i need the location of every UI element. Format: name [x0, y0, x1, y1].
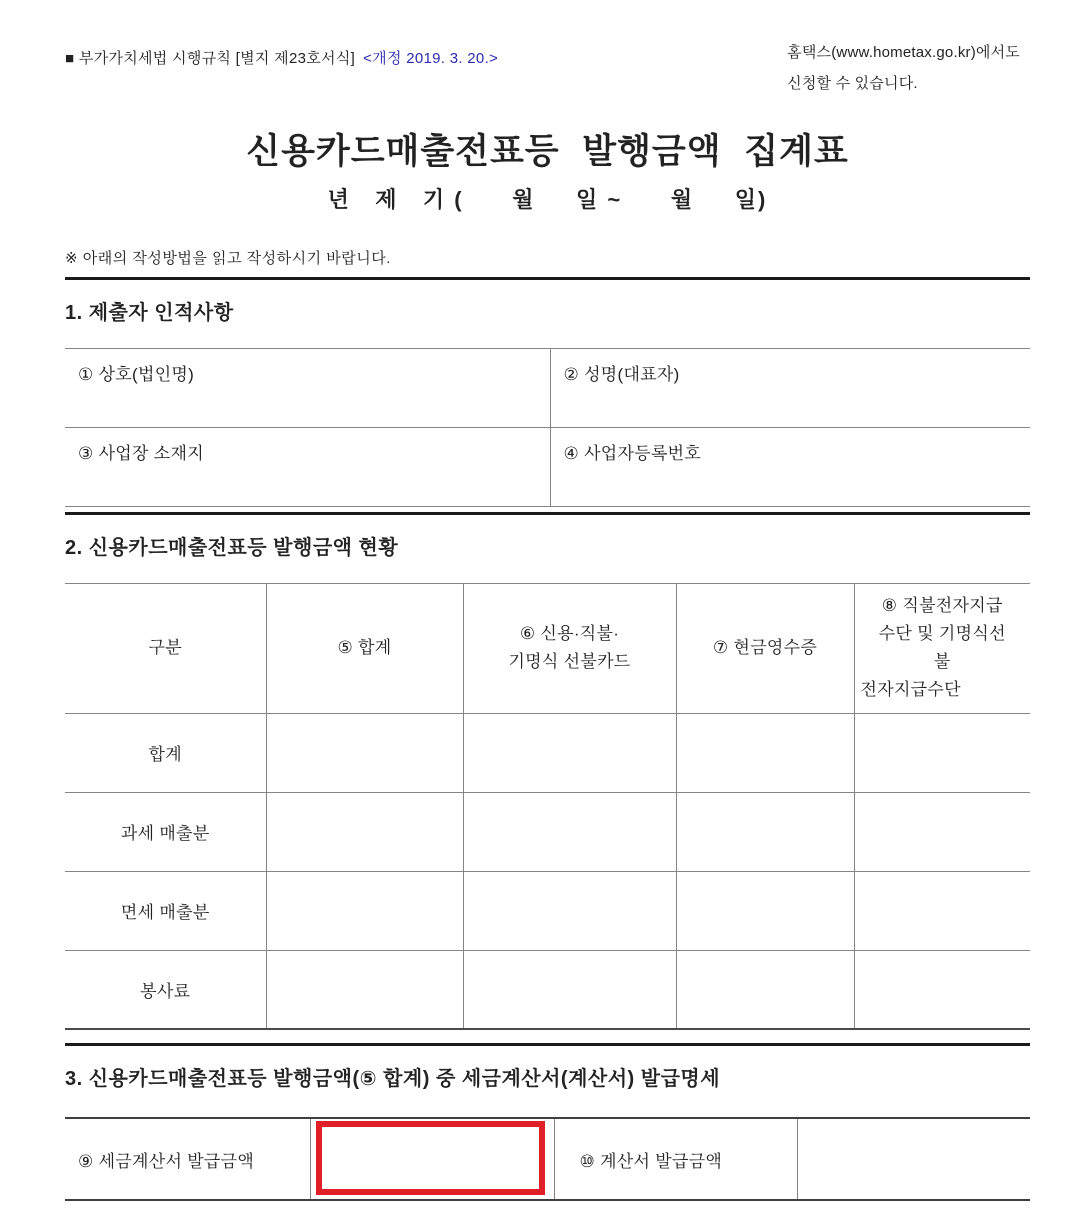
section3-heading: 3. 신용카드매출전표등 발행금액(⑤ 합계) 중 세금계산서(계산서) 발급명세 [65, 1068, 721, 1090]
invoice-detail-table [65, 1117, 1030, 1201]
col-header-card-line1: ⑥ 신용·직불· [519, 623, 620, 643]
col-header-electronic-line2: 수단 및 기명식선 [878, 623, 1006, 643]
col-header-total: ⑤ 합계 [266, 583, 463, 713]
hometax-note [787, 38, 1020, 100]
table-header-row [65, 583, 1030, 713]
hometax-note-line2: 신청할 수 있습니다. [787, 74, 918, 92]
row-header-taxable-sales: 과세 매출분 [65, 792, 266, 871]
col-header-electronic-line1: ⑧ 직불전자지급 [881, 595, 1003, 615]
table-row-taxable-sales [65, 792, 1030, 871]
hometax-note-line1: 홈택스(www.hometax.go.kr)에서도 [787, 44, 1020, 61]
amount-cell[interactable] [266, 792, 463, 871]
amount-cell[interactable] [266, 713, 463, 792]
row-header-exempt-sales: 면세 매출분 [65, 871, 266, 950]
col-header-category: 구분 [65, 583, 266, 713]
issuance-status-table [65, 583, 1030, 1031]
row-header-total: 합계 [65, 713, 266, 792]
amount-cell[interactable] [463, 713, 676, 792]
revision-note: <개정 2019. 3. 20.> [363, 50, 499, 67]
amount-cell[interactable] [676, 792, 854, 871]
section1-heading: 1. 제출자 인적사항 [65, 301, 234, 324]
form-reference-text: ■ 부가가치세법 시행규칙 [별지 제23호서식] [65, 50, 356, 67]
field-representative-name[interactable]: ② 성명(대표자) [550, 348, 1030, 427]
form-header [65, 38, 1030, 100]
col-header-electronic-line4: 전자지급수단 [860, 680, 961, 700]
form-period-line: 년 제 기 ( 월 일 ~ 월 일) [327, 186, 768, 212]
amount-cell[interactable] [463, 871, 676, 950]
col-header-cash-receipt: ⑦ 현금영수증 [676, 583, 854, 713]
col-header-card [463, 583, 676, 713]
table-row-exempt-sales [65, 871, 1030, 950]
invoice-amount-label: ⑩ 계산서 발급금액 [554, 1118, 797, 1200]
section-divider [65, 1043, 1030, 1046]
amount-cell[interactable] [676, 713, 854, 792]
amount-cell[interactable] [676, 871, 854, 950]
invoice-amount-cell[interactable] [797, 1118, 1030, 1200]
amount-cell[interactable] [676, 950, 854, 1029]
form-title: 신용카드매출전표등 발행금액 집계표 [246, 131, 849, 171]
instruction-note: ※ 아래의 작성방법을 읽고 작성하시기 바랍니다. [65, 247, 1030, 280]
amount-cell[interactable] [463, 950, 676, 1029]
col-header-card-line2: 기명식 선불카드 [508, 652, 631, 671]
submitter-info-table [65, 348, 1030, 507]
field-business-reg-number[interactable]: ④ 사업자등록번호 [550, 427, 1030, 506]
form-reference [65, 38, 498, 68]
tax-invoice-amount-cell[interactable] [310, 1118, 554, 1200]
amount-cell[interactable] [854, 950, 1030, 1029]
tax-invoice-amount-label: ⑨ 세금계산서 발급금액 [65, 1118, 310, 1200]
amount-cell[interactable] [854, 792, 1030, 871]
amount-cell[interactable] [266, 950, 463, 1029]
table-row-total [65, 713, 1030, 792]
field-business-address[interactable]: ③ 사업장 소재지 [65, 427, 550, 506]
amount-cell[interactable] [854, 713, 1030, 792]
amount-cell[interactable] [854, 871, 1030, 950]
table-row [65, 1118, 1030, 1200]
amount-cell[interactable] [463, 792, 676, 871]
table-row-service-charge [65, 950, 1030, 1029]
table-row [65, 427, 1030, 506]
col-header-electronic-payment [854, 583, 1030, 713]
amount-cell[interactable] [266, 871, 463, 950]
red-highlight-box [316, 1121, 545, 1195]
section2-heading: 2. 신용카드매출전표등 발행금액 현황 [65, 536, 399, 559]
row-header-service-charge: 봉사료 [65, 950, 266, 1029]
field-company-name[interactable]: ① 상호(법인명) [65, 348, 550, 427]
table-row [65, 348, 1030, 427]
col-header-electronic-line3: 불 [933, 652, 951, 671]
section-divider [65, 512, 1030, 515]
